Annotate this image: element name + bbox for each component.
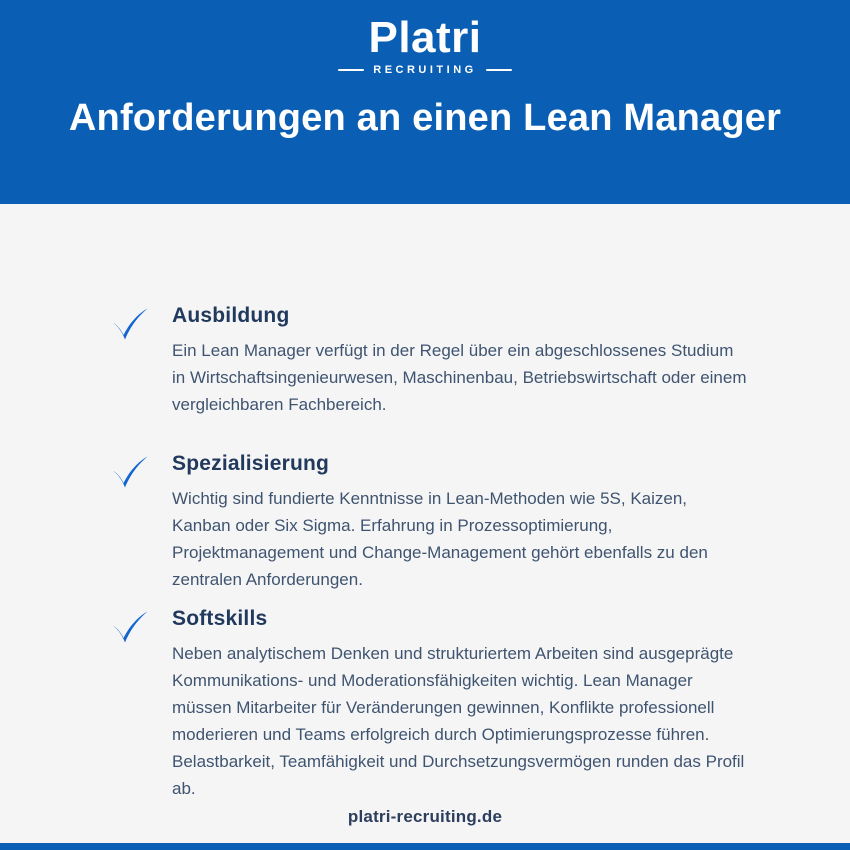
logo-subline xyxy=(338,64,511,76)
section-body: Neben analytischem Denken und strukturiertem Arbeiten sind ausgeprägte Kommunikations- und Moderationsfähigkeiten wichtig. Lean Manager müssen Mitarbeiter für Veränderungen gewinnen, Konflikte professionell moderieren und Teams erfolgreich durch Optimierungsprozesse führen. Belastbarkeit, Teamfähigkeit und Durchsetzungsvermögen runden das Profil ab. xyxy=(172,644,745,798)
section-body: Ein Lean Manager verfügt in der Regel über ein abgeschlossenes Studium in Wirtschaftsingenieurwesen, Maschinenbau, Betriebswirtschaft oder einem vergleichbaren Fachbereich. xyxy=(172,341,747,414)
section-text-block xyxy=(172,304,757,418)
section-body: Wichtig sind fundierte Kenntnisse in Lean-Methoden wie 5S, Kaizen, Kanban oder Six Sigma. Erfahrung in Prozessoptimierung, Projektmanagement und Change-Management gehört ebenfalls zu den zentralen Anforderungen. xyxy=(172,489,708,589)
header-band xyxy=(0,0,850,204)
checkmark-icon xyxy=(110,607,172,645)
checkmark-icon xyxy=(110,452,172,490)
content-area xyxy=(0,204,850,802)
section-spezialisierung xyxy=(110,452,850,593)
logo-dash-left xyxy=(338,69,364,71)
section-heading: Spezialisierung xyxy=(172,452,330,475)
bottom-accent-bar xyxy=(0,843,850,850)
section-text-block xyxy=(172,452,757,593)
logo-dash-right xyxy=(486,69,512,71)
logo-subtext: RECRUITING xyxy=(373,64,477,76)
section-ausbildung xyxy=(110,304,850,418)
section-text-block xyxy=(172,607,757,802)
page-title: Anforderungen an einen Lean Manager xyxy=(68,97,782,139)
section-heading: Ausbildung xyxy=(172,304,290,327)
checkmark-icon xyxy=(110,304,172,342)
brand-logo xyxy=(338,13,511,76)
section-softskills xyxy=(110,607,850,802)
section-heading: Softskills xyxy=(172,607,268,630)
logo-wordmark: Platri xyxy=(368,13,482,62)
website-url: platri-recruiting.de xyxy=(347,807,503,826)
